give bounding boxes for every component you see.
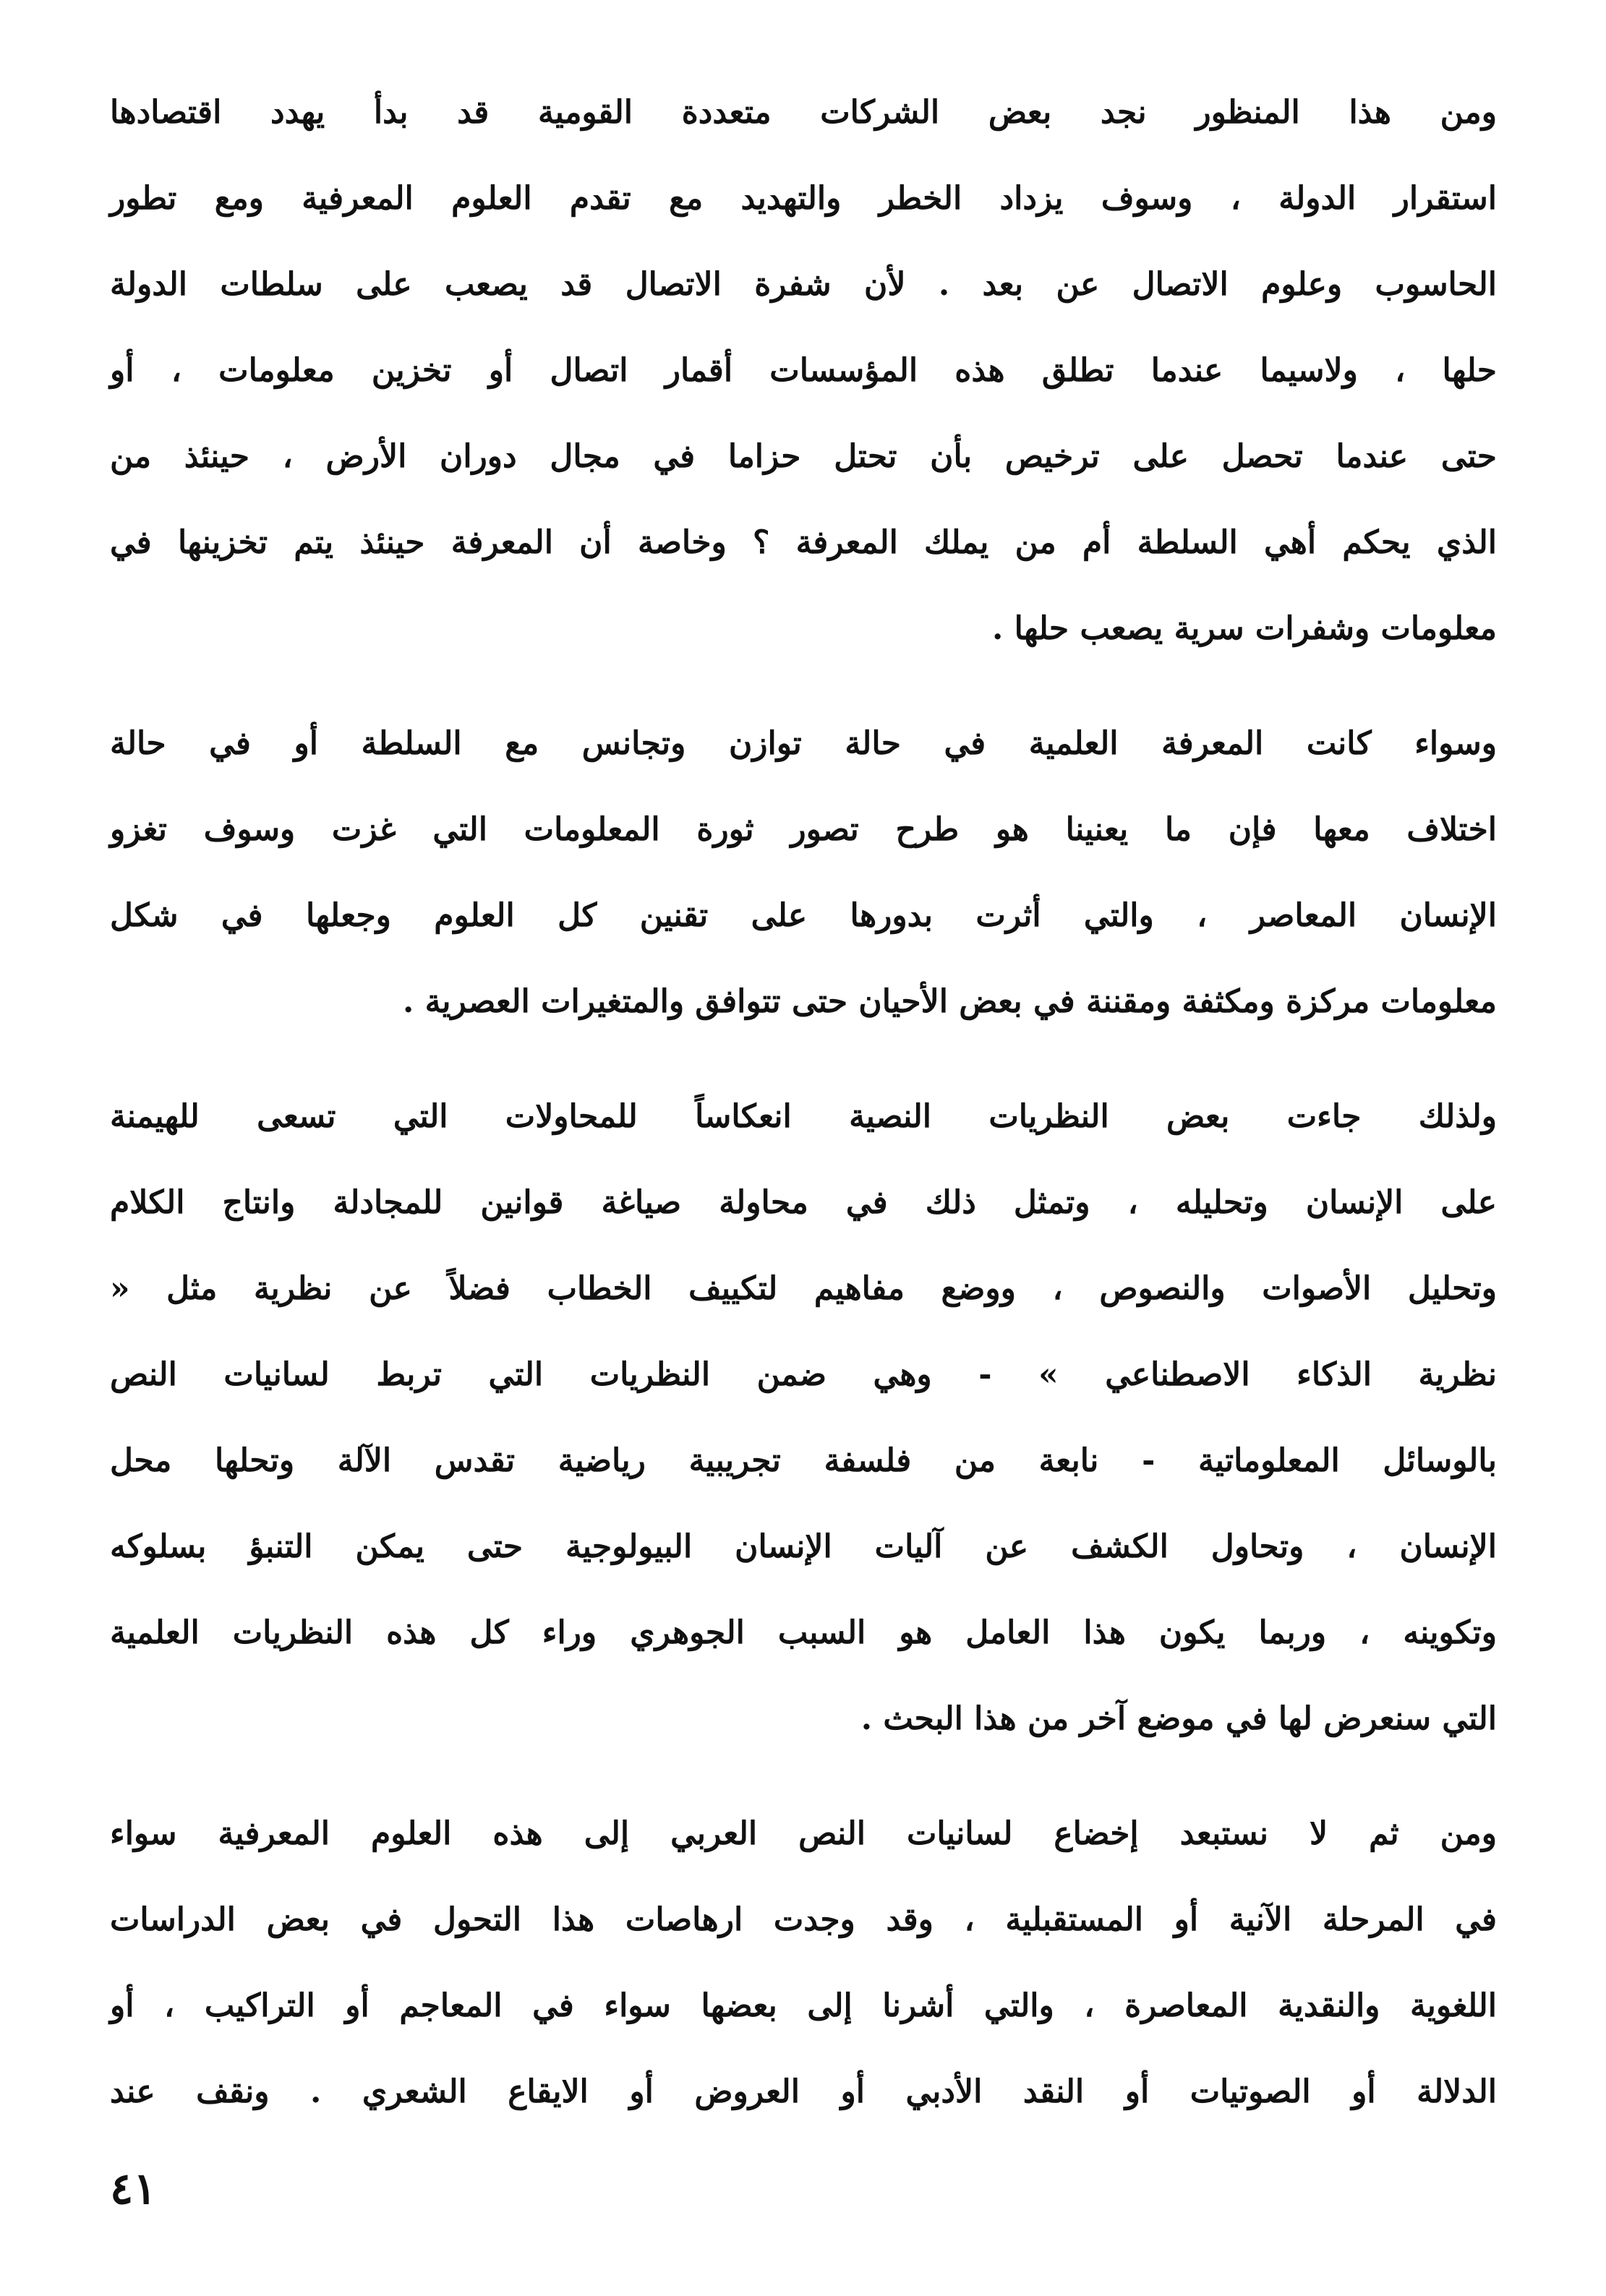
text-line: الدلالة أو الصوتيات أو النقد الأدبي أو العروض أو الايقاع الشعري . ونقف عند (110, 2073, 1497, 2110)
text-line: نظرية الذكاء الاصطناعي » - وهي ضمن النظريات التي تربط لسانيات النص (110, 1356, 1497, 1393)
text-line: اختلاف معها فإن ما يعنينا هو طرح تصور ثورة المعلومات التي غزت وسوف تغزو (110, 811, 1497, 848)
paragraph-1 (110, 69, 1497, 672)
text-line: معلومات وشفرات سرية يصعب حلها . (992, 610, 1497, 647)
text-line: وسواء كانت المعرفة العلمية في حالة توازن وتجانس مع السلطة أو في حالة (110, 725, 1497, 762)
paragraph-3 (110, 1074, 1497, 1762)
text-line: التي سنعرض لها في موضع آخر من هذا البحث . (860, 1700, 1497, 1737)
text-line: الإنسان المعاصر ، والتي أثرت بدورها على تقنين كل العلوم وجعلها في شكل (110, 897, 1497, 934)
paragraph-2 (110, 701, 1497, 1045)
text-line: وتحليل الأصوات والنصوص ، ووضع مفاهيم لتكييف الخطاب فضلاً عن نظرية مثل « (110, 1270, 1497, 1307)
text-line: اللغوية والنقدية المعاصرة ، والتي أشرنا إلى بعضها سواء في المعاجم أو التراكيب ، أو (110, 1987, 1497, 2024)
text-line: ولذلك جاءت بعض النظريات النصية انعكاساً للمحاولات التي تسعى للهيمنة (110, 1098, 1497, 1135)
text-line: الذي يحكم أهي السلطة أم من يملك المعرفة ؟ وخاصة أن المعرفة حينئذ يتم تخزينها في (110, 524, 1497, 561)
text-line: ومن هذا المنظور نجد بعض الشركات متعددة القومية قد بدأ يهدد اقتصادها (110, 94, 1497, 131)
text-line: ومن ثم لا نستبعد إخضاع لسانيات النص العربي إلى هذه العلوم المعرفية سواء (110, 1815, 1497, 1852)
text-line: بالوسائل المعلوماتية - نابعة من فلسفة تجريبية رياضية تقدس الآلة وتحلها محل (110, 1442, 1497, 1479)
text-line: الإنسان ، وتحاول الكشف عن آليات الإنسان البيولوجية حتى يمكن التنبؤ بسلوكه (110, 1528, 1497, 1565)
paragraph-4 (110, 1791, 1497, 2135)
text-line: معلومات مركزة ومكثفة ومقننة في بعض الأحيان حتى تتوافق والمتغيرات العصرية . (403, 983, 1497, 1020)
text-line: استقرار الدولة ، وسوف يزداد الخطر والتهديد مع تقدم العلوم المعرفية ومع تطور (110, 180, 1497, 217)
text-line: الحاسوب وعلوم الاتصال عن بعد . لأن شفرة الاتصال قد يصعب على سلطات الدولة (110, 266, 1497, 303)
text-line: وتكوينه ، وربما يكون هذا العامل هو السبب الجوهري وراء كل هذه النظريات العلمية (110, 1614, 1497, 1651)
page-number: ٤١ (110, 2164, 157, 2214)
text-line: على الإنسان وتحليله ، وتمثل ذلك في محاولة صياغة قوانين للمجادلة وانتاج الكلام (110, 1184, 1497, 1221)
text-line: حلها ، ولاسيما عندما تطلق هذه المؤسسات أقمار اتصال أو تخزين معلومات ، أو (110, 352, 1497, 389)
body-text (110, 69, 1497, 2164)
text-line: حتى عندما تحصل على ترخيص بأن تحتل حزاما في مجال دوران الأرض ، حينئذ من (110, 438, 1497, 475)
text-line: في المرحلة الآنية أو المستقبلية ، وقد وجدت ارهاصات هذا التحول في بعض الدراسات (110, 1901, 1497, 1938)
